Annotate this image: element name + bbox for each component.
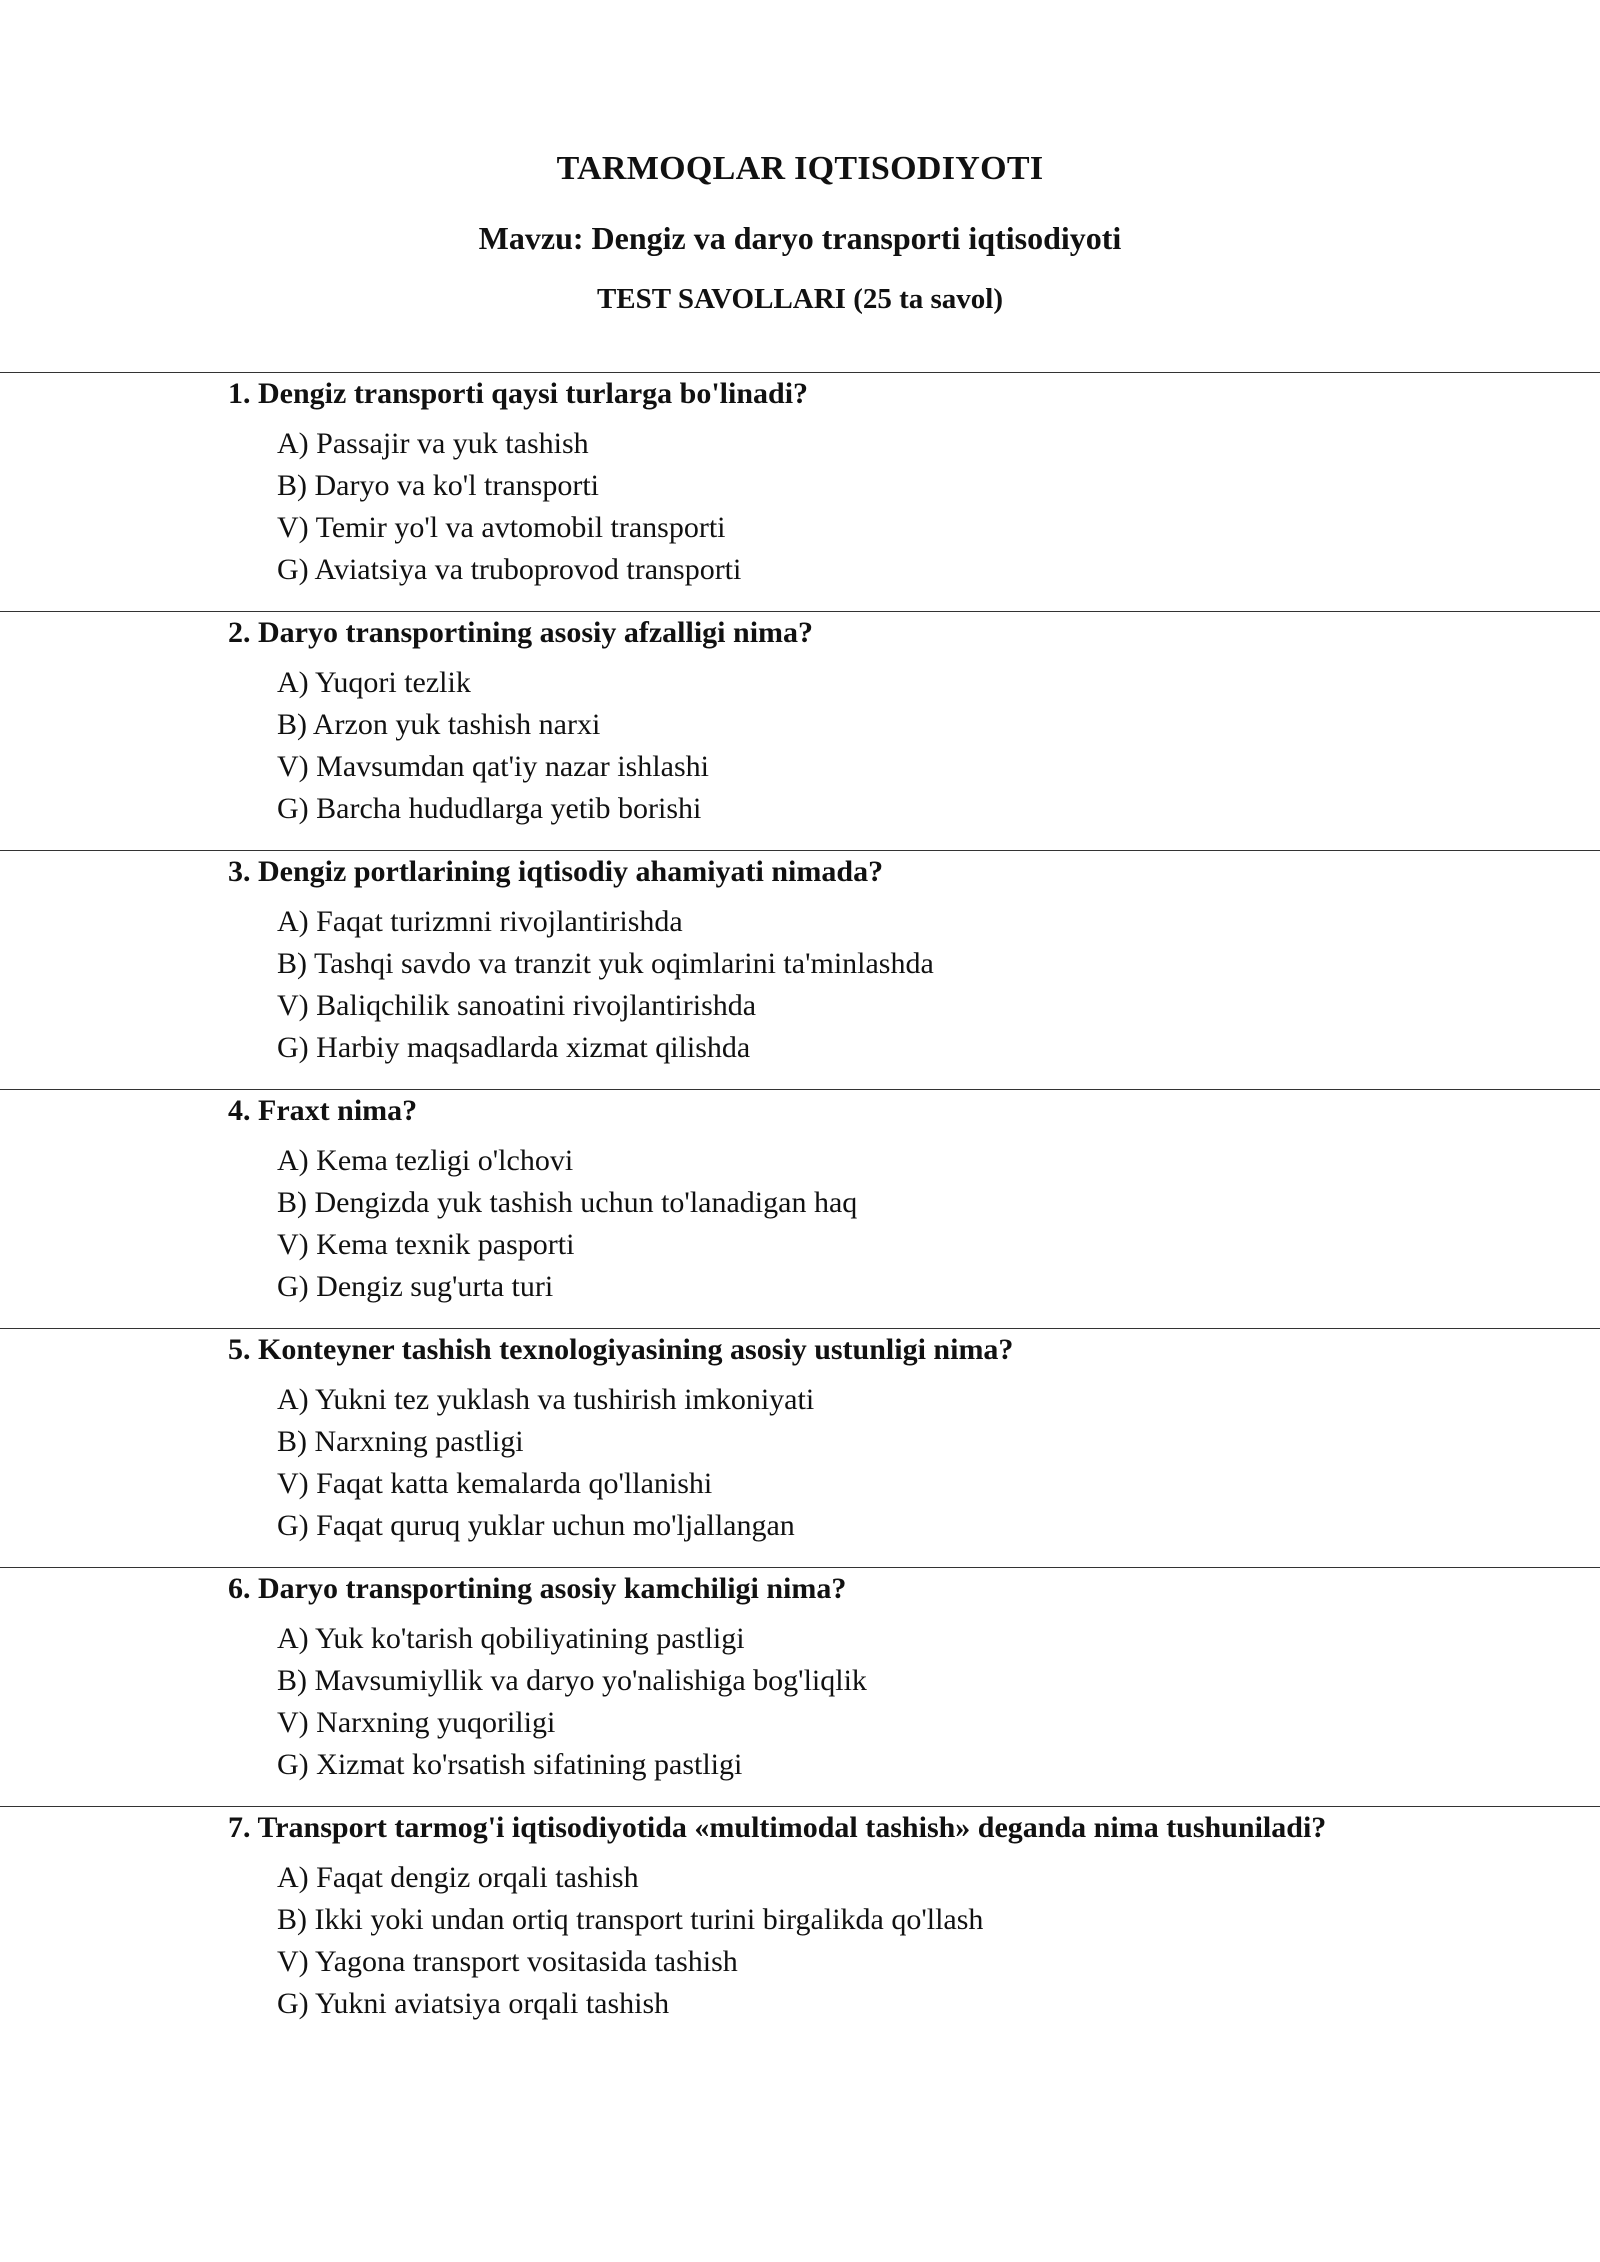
- question-text: 1. Dengiz transporti qaysi turlarga bo'linadi?: [228, 377, 809, 410]
- question-text: 6. Daryo transportining asosiy kamchiligi nima?: [228, 1572, 847, 1605]
- answer-option: A) Yuqori tezlik: [277, 666, 471, 699]
- answer-option: G) Dengiz sug'urta turi: [277, 1270, 554, 1303]
- answer-option: B) Daryo va ko'l transporti: [277, 469, 600, 502]
- question-list: [0, 372, 1600, 2045]
- question-text: 3. Dengiz portlarining iqtisodiy ahamiyati nimada?: [228, 855, 884, 888]
- answer-option: G) Barcha hududlarga yetib borishi: [277, 792, 702, 825]
- answer-options: [277, 1379, 814, 1547]
- answer-option: B) Arzon yuk tashish narxi: [277, 708, 601, 741]
- answer-option: G) Harbiy maqsadlarda xizmat qilishda: [277, 1031, 751, 1064]
- answer-option: A) Faqat dengiz orqali tashish: [277, 1861, 639, 1894]
- answer-option: V) Narxning yuqoriligi: [277, 1706, 556, 1739]
- question-block: [0, 611, 1600, 850]
- answer-option: G) Aviatsiya va truboprovod transporti: [277, 553, 742, 586]
- answer-option: B) Dengizda yuk tashish uchun to'lanadigan haq: [277, 1186, 858, 1219]
- question-text: 2. Daryo transportining asosiy afzalligi nima?: [228, 616, 814, 649]
- question-block: [0, 1089, 1600, 1328]
- question-text: 4. Fraxt nima?: [228, 1094, 418, 1127]
- answer-option: G) Faqat quruq yuklar uchun mo'ljallangan: [277, 1509, 795, 1542]
- question-block: [0, 372, 1600, 611]
- question-text: 5. Konteyner tashish texnologiyasining asosiy ustunligi nima?: [228, 1333, 1014, 1366]
- question-text: 7. Transport tarmog'i iqtisodiyotida «multimodal tashish» deganda nima tushuniladi?: [228, 1811, 1327, 1844]
- question-block: [0, 1328, 1600, 1567]
- answer-option: V) Mavsumdan qat'iy nazar ishlashi: [277, 750, 709, 783]
- question-block: [0, 1567, 1600, 1806]
- answer-options: [277, 423, 741, 591]
- document-title: TARMOQLAR IQTISODIYOTI: [556, 150, 1044, 187]
- answer-option: V) Kema texnik pasporti: [277, 1228, 575, 1261]
- answer-options: [277, 1618, 867, 1786]
- answer-option: A) Yukni tez yuklash va tushirish imkoniyati: [277, 1383, 815, 1416]
- answer-options: [277, 901, 934, 1069]
- answer-option: V) Yagona transport vositasida tashish: [277, 1945, 738, 1978]
- answer-option: A) Faqat turizmni rivojlantirishda: [277, 905, 683, 938]
- answer-option: V) Temir yo'l va avtomobil transporti: [277, 511, 726, 544]
- answer-option: B) Tashqi savdo va tranzit yuk oqimlarini ta'minlashda: [277, 947, 934, 980]
- answer-option: B) Mavsumiyllik va daryo yo'nalishiga bog'liqlik: [277, 1664, 867, 1697]
- answer-option: A) Kema tezligi o'lchovi: [277, 1144, 574, 1177]
- test-heading: TEST SAVOLLARI (25 ta savol): [596, 283, 1004, 315]
- answer-options: [277, 662, 709, 830]
- answer-options: [277, 1140, 857, 1308]
- question-block: [0, 850, 1600, 1089]
- answer-option: G) Xizmat ko'rsatish sifatining pastligi: [277, 1748, 743, 1781]
- answer-option: G) Yukni aviatsiya orqali tashish: [277, 1987, 670, 2020]
- answer-option: A) Passajir va yuk tashish: [277, 427, 589, 460]
- answer-options: [277, 1857, 983, 2025]
- answer-option: B) Ikki yoki undan ortiq transport turini birgalikda qo'llash: [277, 1903, 984, 1936]
- question-block: [0, 1806, 1600, 2045]
- topic-subtitle: Mavzu: Dengiz va daryo transporti iqtisodiyoti: [478, 220, 1122, 256]
- answer-option: V) Faqat katta kemalarda qo'llanishi: [277, 1467, 713, 1500]
- answer-option: A) Yuk ko'tarish qobiliyatining pastligi: [277, 1622, 745, 1655]
- answer-option: V) Baliqchilik sanoatini rivojlantirishda: [277, 989, 757, 1022]
- answer-option: B) Narxning pastligi: [277, 1425, 524, 1458]
